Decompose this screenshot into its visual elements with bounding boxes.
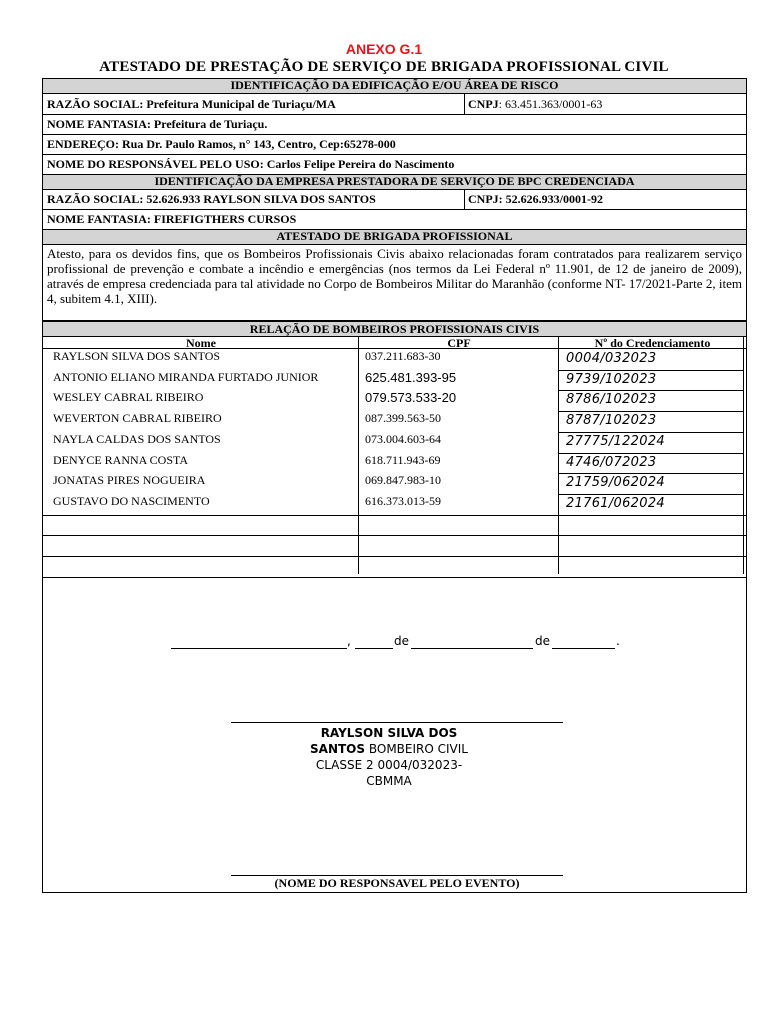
row-cpf: 069.847.983-10 [365, 473, 441, 488]
row-separator [43, 556, 746, 557]
company-cnpj: CNPJ: 52.626.933/0001-92 [468, 192, 603, 206]
company-section-heading: IDENTIFICAÇÃO DA EMPRESA PRESTADORA DE SERVIÇO DE BPC CREDENCIADA [43, 175, 746, 190]
attest-section-heading: ATESTADO DE BRIGADA PROFISSIONAL [43, 230, 746, 245]
row-credential: 4746/072023 [566, 454, 657, 470]
building-nome-fantasia: NOME FANTASIA: Prefeitura de Turiaçu. [47, 117, 268, 131]
row-name: RAYLSON SILVA DOS SANTOS [53, 349, 221, 363]
table-row [43, 349, 746, 370]
date-separator: , [347, 634, 351, 648]
column-header-name: Nome [43, 337, 359, 349]
row-name: WESLEY CABRAL RIBEIRO [53, 390, 204, 405]
year-blank[interactable] [552, 648, 615, 649]
building-razao-social: RAZÃO SOCIAL: Prefeitura Municipal de Turiaçu/MA [47, 97, 336, 111]
date-end: . [616, 634, 620, 648]
date-de-1: de [394, 634, 409, 648]
row-separator [43, 515, 746, 516]
building-responsavel: NOME DO RESPONSÁVEL PELO USO: Carlos Felipe Pereira do Nascimento [47, 157, 455, 171]
signer-name-line1: RAYLSON SILVA DOS [320, 726, 458, 740]
row-separator [43, 577, 746, 578]
row-separator [559, 494, 744, 495]
annex-label: ANEXO G.1 [345, 41, 423, 57]
row-credential: 21761/062024 [566, 495, 665, 511]
row-credential: 9739/102023 [566, 371, 657, 387]
table-row [43, 411, 746, 432]
row-cpf: 087.399.563-50 [365, 411, 441, 426]
table-row [43, 473, 746, 494]
row-credential: 0004/032023 [566, 351, 657, 366]
building-razao-row [43, 94, 746, 115]
row-separator [559, 370, 744, 371]
building-fantasia-row [43, 115, 746, 135]
row-name: GUSTAVO DO NASCIMENTO [53, 493, 210, 508]
company-razao-row [43, 190, 746, 210]
roster-section-heading: RELAÇÃO DE BOMBEIROS PROFISSIONAIS CIVIS [43, 321, 746, 337]
building-responsavel-row [43, 155, 746, 175]
signer-name-surname: SANTOS [310, 742, 366, 756]
row-cpf: 037.211.683-30 [365, 349, 441, 363]
roster-table [43, 337, 746, 574]
building-cnpj [464, 94, 744, 114]
table-row [43, 494, 746, 515]
row-cpf: 625.481.393-95 [365, 369, 457, 385]
row-credential: 21759/062024 [566, 475, 665, 491]
row-separator [559, 390, 744, 391]
company-razao-social: RAZÃO SOCIAL: 52.626.933 RAYLSON SILVA DOS SANTOS [47, 192, 376, 206]
table-row [43, 453, 746, 474]
company-nome-fantasia: NOME FANTASIA: FIREFIGTHERS CURSOS [47, 212, 297, 226]
row-name: NAYLA CALDAS DOS SANTOS [53, 431, 221, 446]
row-cpf: 073.004.603-64 [365, 431, 441, 446]
building-section-heading: IDENTIFICAÇÃO DA EDIFICAÇÃO E/OU ÁREA DE RISCO [43, 79, 746, 94]
row-separator [43, 535, 746, 536]
day-blank[interactable] [355, 648, 393, 649]
date-line [43, 634, 746, 654]
attest-text: Atesto, para os devidos fins, que os Bombeiros Profissionais Civis abaixo relacionadas foram contratados para realizarem serviço profissional de prevenção e combate a incêndio e emergências (nos termos da Lei Federal nº 11.901, de 12 de janeiro de 2009), através de empresa credenciada para tal atividade no Corpo de Bombeiros Militar do Maranhão (conforme NT- 17/2021-Parte 2, item 4, subitem 4.1, XIII). [47, 246, 742, 306]
signer-block [289, 725, 489, 789]
building-cnpj-value: : 63.451.363/0001-63 [498, 97, 603, 111]
row-cpf: 079.573.533-20 [365, 390, 457, 406]
row-separator [559, 411, 744, 412]
row-separator [559, 473, 744, 474]
row-credential: 27775/122024 [566, 433, 665, 449]
signer-class: CLASSE 2 0004/032023- [315, 758, 463, 772]
row-credential: 8786/102023 [566, 392, 657, 408]
building-endereco: ENDEREÇO: Rua Dr. Paulo Ramos, n° 143, Centro, Cep:65278-000 [47, 137, 396, 151]
table-row [43, 390, 746, 411]
row-separator [559, 432, 744, 433]
row-separator [559, 453, 744, 454]
place-blank[interactable] [171, 648, 347, 649]
row-name: DENYCE RANNA COSTA [53, 452, 189, 467]
table-row [43, 432, 746, 453]
row-cpf: 618.711.943-69 [365, 452, 441, 467]
event-responsible-label: (NOME DO RESPONSAVEL PELO EVENTO) [274, 876, 520, 890]
signer-name-line2 [289, 741, 489, 757]
row-cpf: 616.373.013-59 [365, 493, 441, 508]
month-blank[interactable] [411, 648, 533, 649]
table-row [43, 370, 746, 391]
column-header-cpf: CPF [359, 337, 559, 349]
form-frame [42, 78, 747, 893]
row-name: WEVERTON CABRAL RIBEIRO [53, 411, 222, 426]
building-cnpj-label: CNPJ [468, 97, 499, 111]
signature-line [231, 722, 563, 723]
date-de-2: de [535, 634, 550, 648]
signer-role: BOMBEIRO CIVIL [365, 742, 468, 756]
row-credential: 8787/102023 [566, 413, 657, 429]
row-name: JONATAS PIRES NOGUEIRA [53, 473, 206, 488]
attest-body [43, 245, 746, 321]
row-name: ANTONIO ELIANO MIRANDA FURTADO JUNIOR [53, 369, 319, 384]
company-fantasia-row [43, 210, 746, 230]
document-title: ATESTADO DE PRESTAÇÃO DE SERVIÇO DE BRIGADA PROFISSIONAL CIVIL [99, 59, 669, 75]
building-endereco-row [43, 135, 746, 155]
column-header-credential: Nº do Credenciamento [559, 337, 746, 349]
signer-org: CBMMA [366, 774, 412, 788]
